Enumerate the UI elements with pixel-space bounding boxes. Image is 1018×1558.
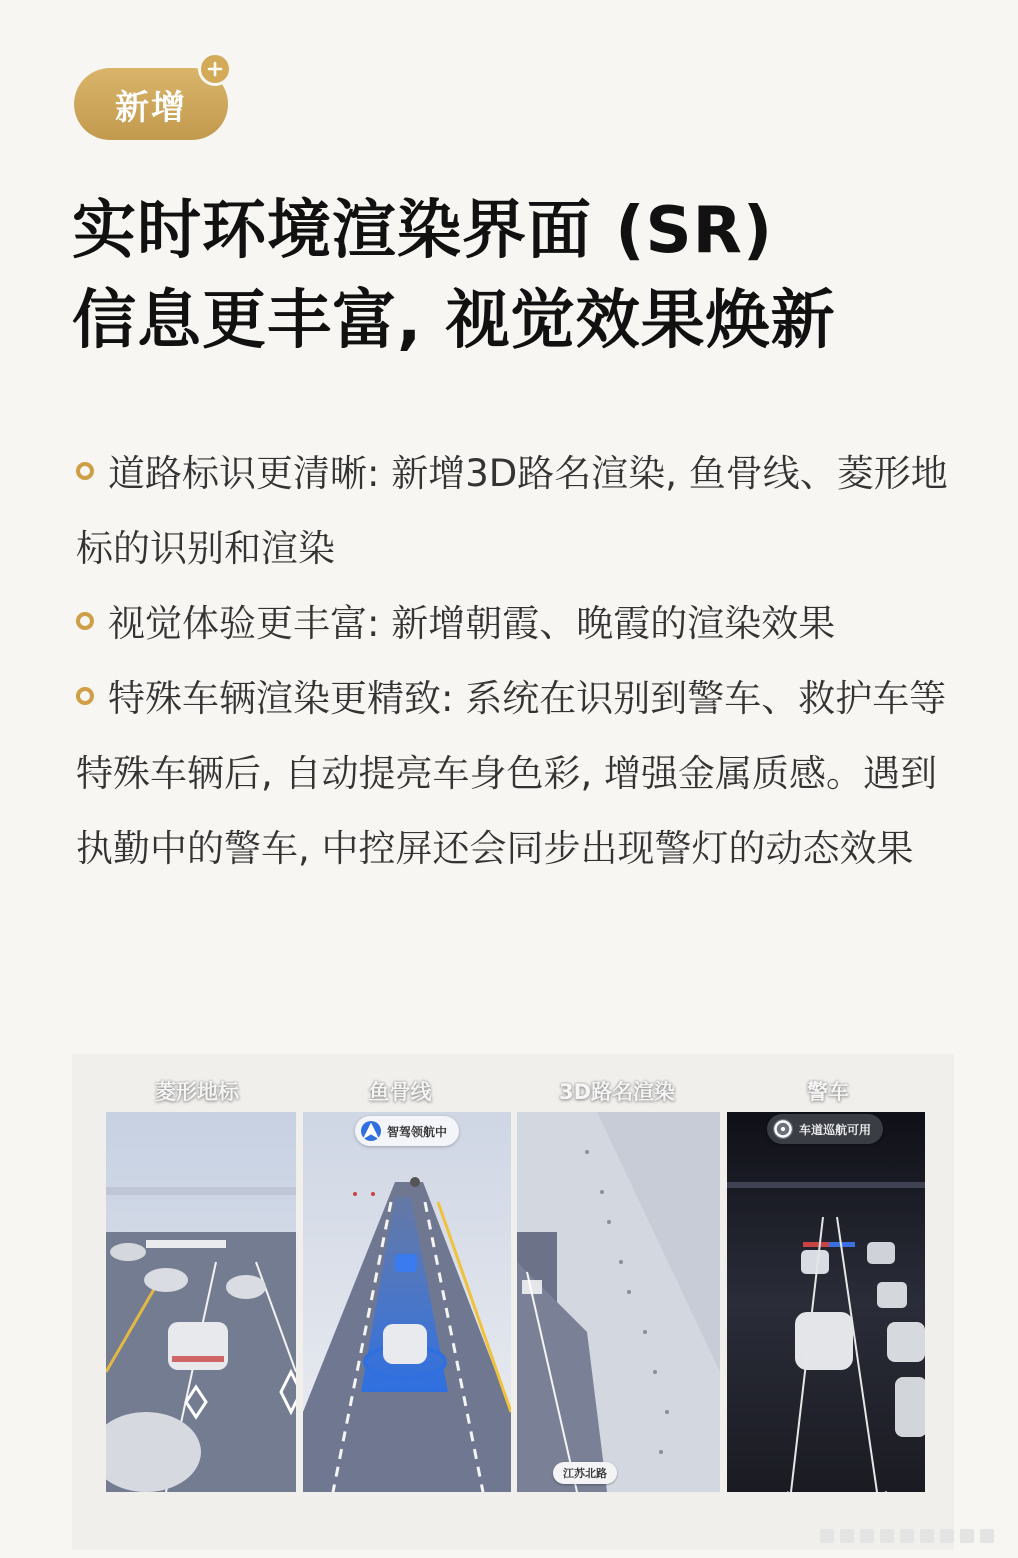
feature-item (76, 661, 956, 886)
plus-icon (198, 52, 232, 86)
steering-icon (361, 1121, 381, 1141)
feature-text: 视觉体验更丰富: 新增朝霞、晚霞的渲染效果 (108, 602, 836, 645)
new-badge-label: 新增 (115, 87, 187, 128)
page-title (72, 186, 972, 366)
screenshot-fishbone-line (303, 1112, 511, 1492)
bullet-icon (76, 462, 94, 480)
feature-text: 特殊车辆渲染更精致: 系统在识别到警车、救护车等特殊车辆后, 自动提亮车身色彩, 增强金属质感。遇到执勤中的警车, 中控屏还会同步出现警灯的动态效果 (76, 677, 947, 870)
title-line-2: 信息更丰富, 视觉效果焕新 (72, 284, 836, 358)
steering-wheel-icon (773, 1119, 793, 1139)
bullet-icon (76, 612, 94, 630)
title-line-1: 实时环境渲染界面 (SR) (72, 194, 774, 268)
nav-status-pill (355, 1116, 459, 1146)
feature-item (76, 586, 956, 661)
feature-list (76, 436, 956, 886)
cruise-status-pill (767, 1114, 883, 1144)
cruise-status-text: 车道巡航可用 (799, 1122, 872, 1137)
bullet-icon (76, 687, 94, 705)
panel-label-diamond: 菱形地标 (155, 1080, 239, 1104)
feature-text: 道路标识更清晰: 新增3D路名渲染, 鱼骨线、菱形地标的识别和渲染 (76, 452, 948, 570)
watermark (820, 1528, 1010, 1544)
panel-label-road-name: 3D路名渲染 (558, 1080, 676, 1104)
panel-label-fishbone: 鱼骨线 (368, 1080, 432, 1104)
screenshot-police-car (727, 1112, 925, 1492)
screenshot-diamond-marker (106, 1112, 296, 1492)
panel-label-police: 警车 (807, 1080, 849, 1104)
nav-status-text: 智驾领航中 (387, 1124, 448, 1139)
screenshot-3d-road-name (517, 1112, 720, 1492)
road-name-label: 江苏北路 (553, 1462, 617, 1484)
feature-item (76, 436, 956, 586)
